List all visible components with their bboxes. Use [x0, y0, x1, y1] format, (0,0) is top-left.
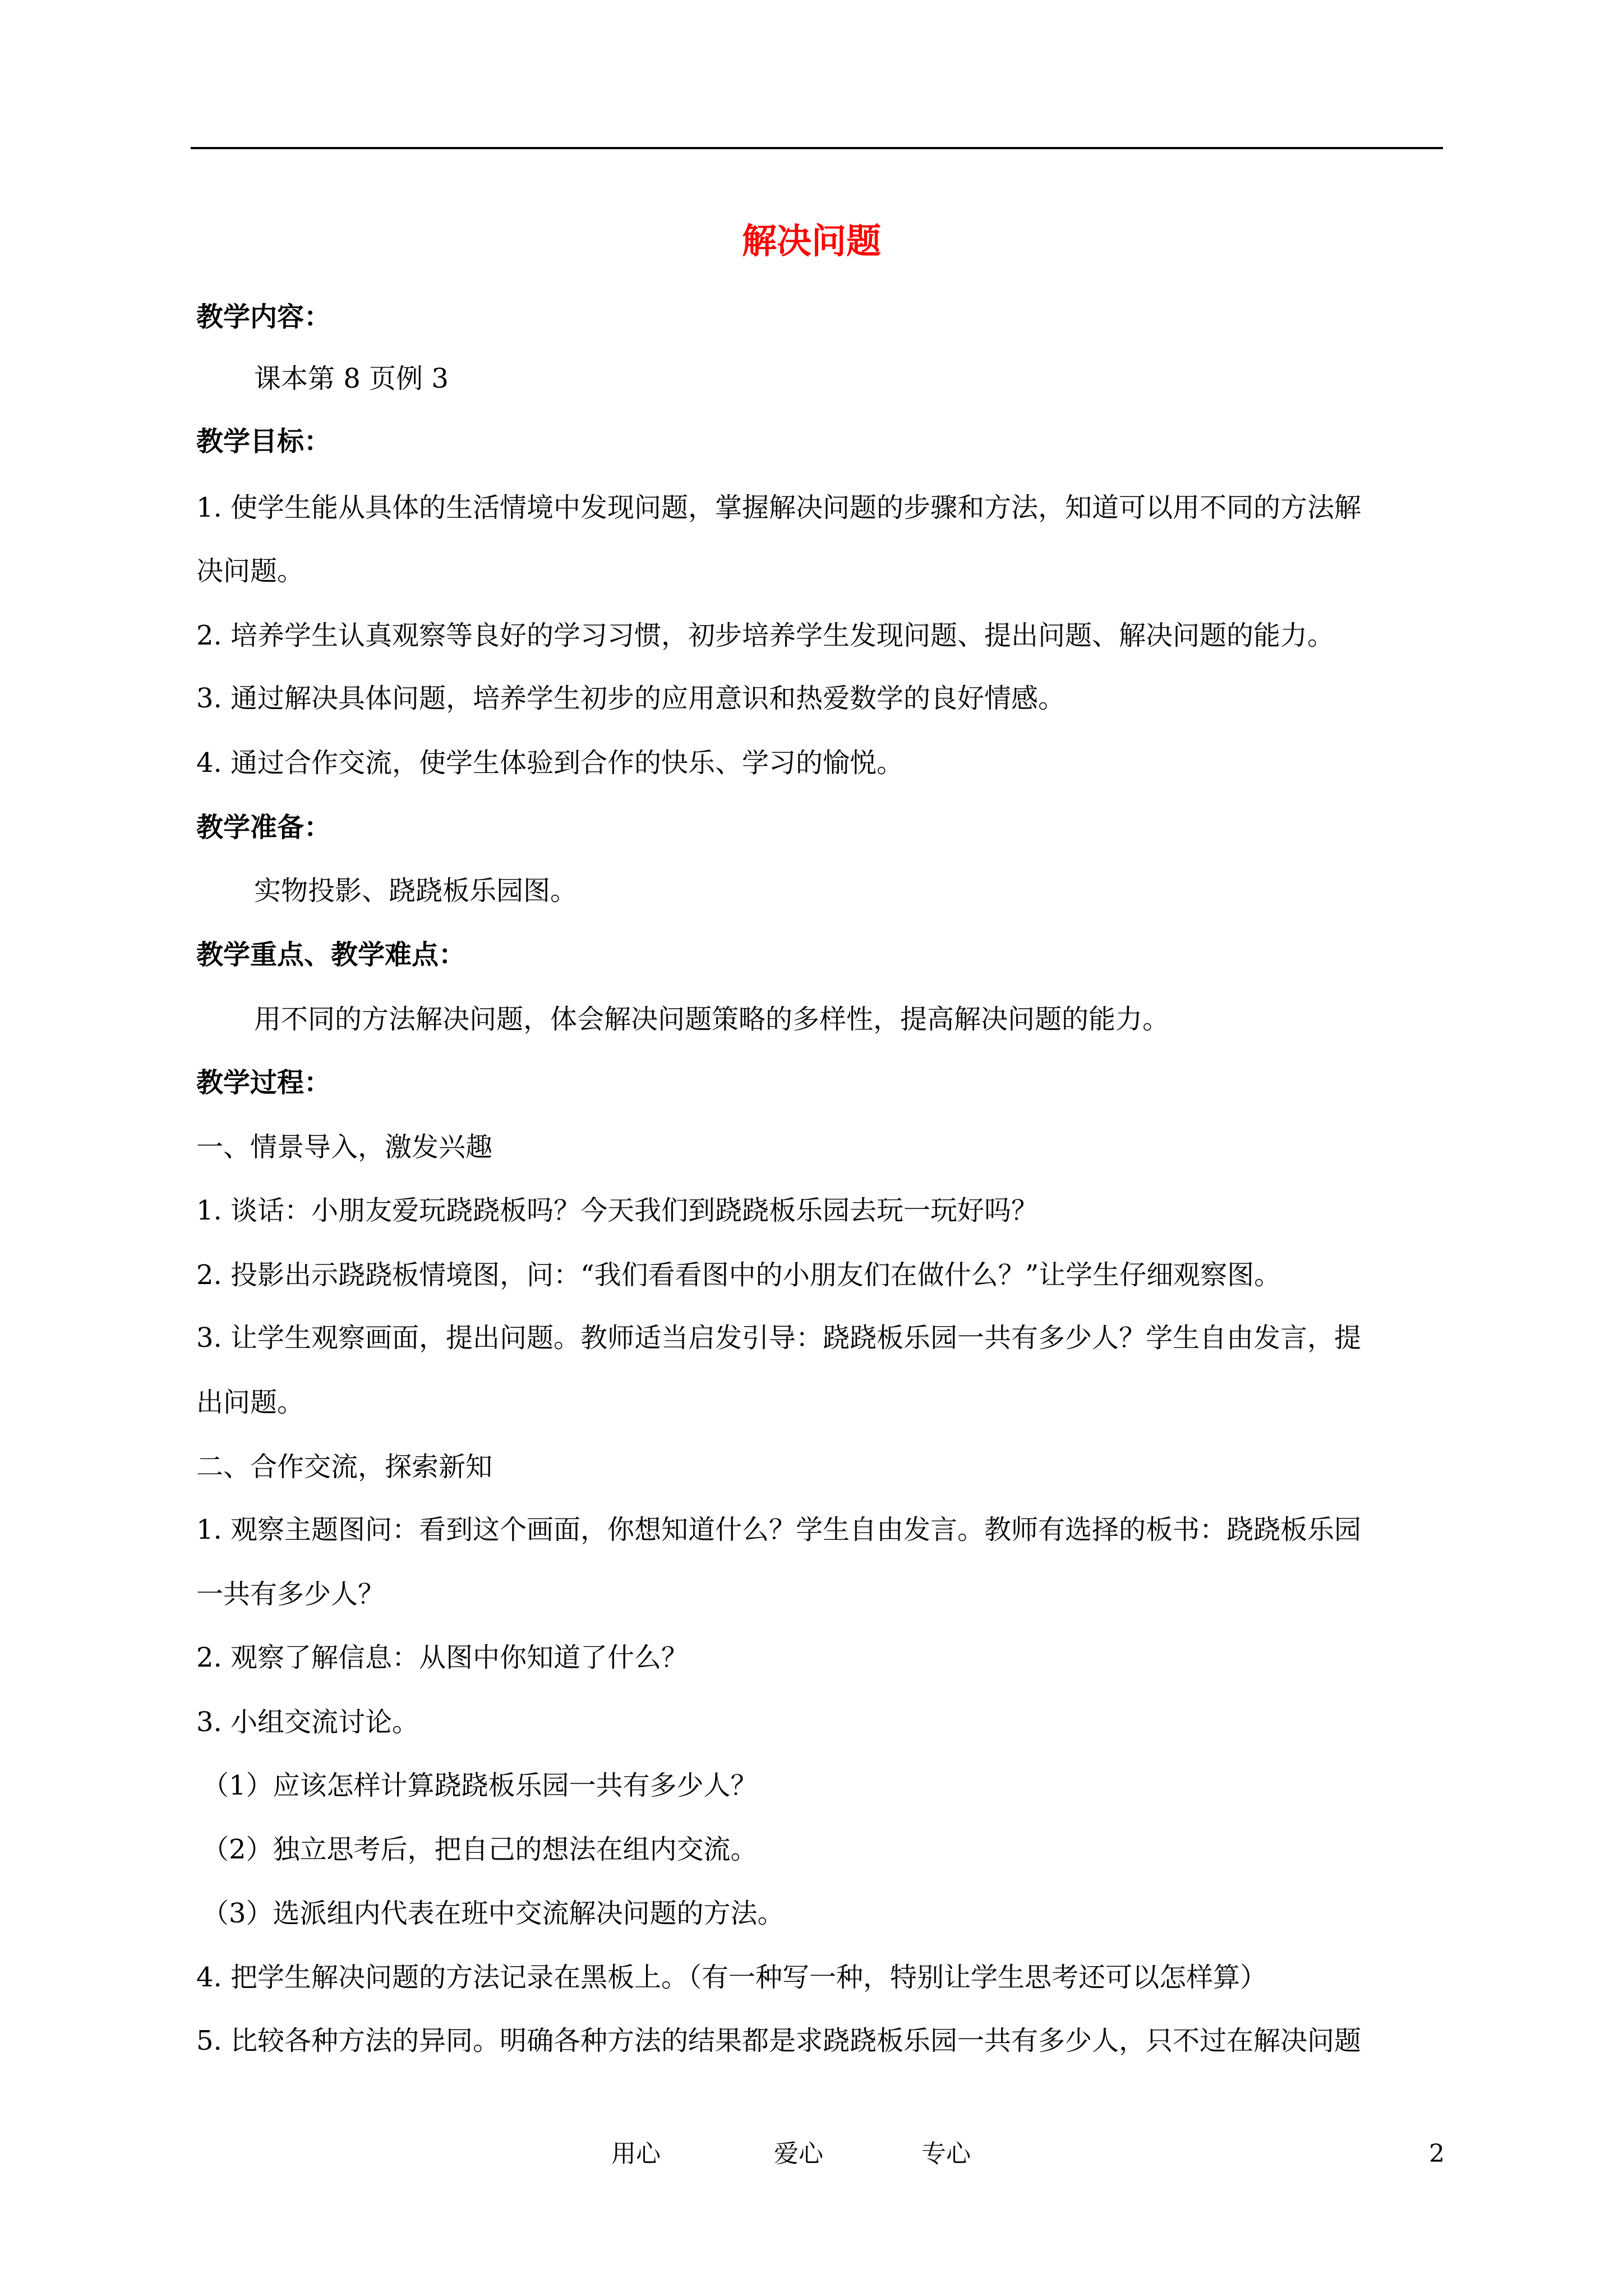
section-heading: 一、情景导入，激发兴趣 [196, 1131, 493, 1163]
paragraph-line: 4. 把学生解决问题的方法记录在黑板上。（有一种写一种，特别让学生思考还可以怎样算） [196, 1962, 1267, 1993]
paragraph-line: 2. 培养学生认真观察等良好的学习习惯，初步培养学生发现问题、提出问题、解决问题的能力。 [196, 620, 1335, 651]
paragraph-line: 3. 让学生观察画面，提出问题。教师适当启发引导：跷跷板乐园一共有多少人？学生自由发言，提 [196, 1322, 1362, 1354]
paragraph-line: 用不同的方法解决问题，体会解决问题策略的多样性，提高解决问题的能力。 [254, 1004, 1170, 1035]
paragraph-line: 1. 观察主题图问：看到这个画面，你想知道什么？学生自由发言。教师有选择的板书：跷跷板乐园 [196, 1514, 1362, 1545]
list-item: （1）应该怎样计算跷跷板乐园一共有多少人？ [202, 1770, 758, 1801]
paragraph-line: 实物投影、跷跷板乐园图。 [254, 875, 578, 907]
footer-text-right: 专心 [921, 2139, 971, 2168]
paragraph-line: 课本第 8 页例 3 [254, 363, 449, 394]
paragraph-line: 一共有多少人？ [196, 1579, 385, 1610]
footer-text-middle: 爱心 [774, 2139, 823, 2168]
paragraph-line: 出问题。 [196, 1387, 305, 1418]
heading-objectives: 教学目标： [196, 426, 331, 457]
section-heading: 二、合作交流，探索新知 [196, 1451, 493, 1483]
footer-text-left: 用心 [611, 2139, 661, 2168]
page-number: 2 [1429, 2139, 1445, 2168]
paragraph-line: 1. 谈话：小朋友爱玩跷跷板吗？今天我们到跷跷板乐园去玩一玩好吗？ [196, 1195, 1039, 1226]
list-item: （2）独立思考后，把自己的想法在组内交流。 [202, 1834, 758, 1865]
heading-preparation: 教学准备： [196, 812, 331, 843]
list-item: （3）选派组内代表在班中交流解决问题的方法。 [202, 1898, 785, 1929]
paragraph-line: 2. 投影出示跷跷板情境图，问：“我们看看图中的小朋友们在做什么？”让学生仔细观察图。 [196, 1259, 1281, 1291]
document-title: 解决问题 [741, 220, 881, 261]
paragraph-line: 5. 比较各种方法的异同。明确各种方法的结果都是求跷跷板乐园一共有多少人，只不过在解决问题 [196, 2025, 1362, 2056]
heading-process: 教学过程： [196, 1067, 331, 1098]
header-rule [191, 147, 1443, 149]
paragraph-line: 2. 观察了解信息：从图中你知道了什么？ [196, 1642, 689, 1673]
heading-key-points: 教学重点、教学难点： [196, 939, 466, 970]
paragraph-line: 1. 使学生能从具体的生活情境中发现问题，掌握解决问题的步骤和方法，知道可以用不同的方法解 [196, 492, 1362, 523]
paragraph-line: 3. 小组交流讨论。 [196, 1706, 419, 1738]
paragraph-line: 3. 通过解决具体问题，培养学生初步的应用意识和热爱数学的良好情感。 [196, 683, 1066, 714]
heading-content: 教学内容： [196, 301, 331, 333]
paragraph-line: 决问题。 [196, 555, 305, 587]
paragraph-line: 4. 通过合作交流，使学生体验到合作的快乐、学习的愉悦。 [196, 747, 904, 779]
